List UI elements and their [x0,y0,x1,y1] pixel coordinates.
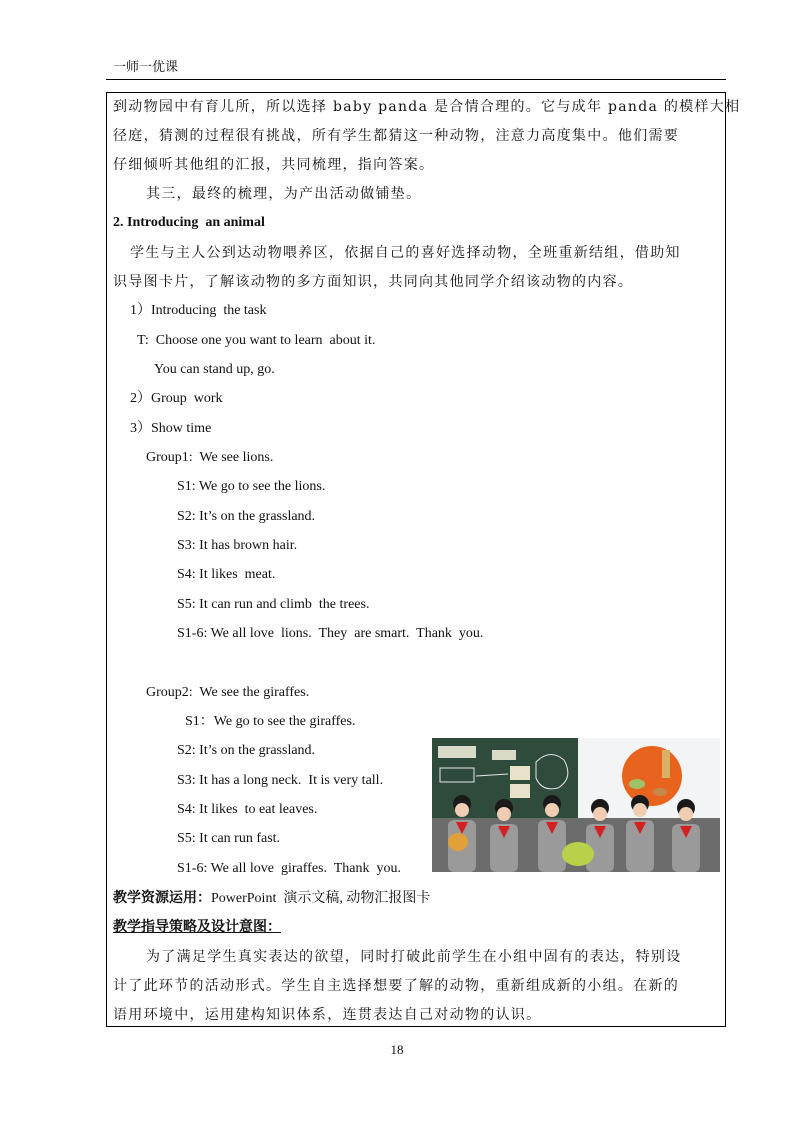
step-item: 3）Show time [130,421,212,436]
dialogue-line: S3: It has a long neck. It is very tall. [177,773,384,788]
dialogue-line: S1-6: We all love lions. They are smart. Thank you. [177,626,484,641]
intro-line: 识导图卡片，了解该动物的多方面知识，共同向其他同学介绍该动物的内容。 [113,274,634,290]
header-divider [106,79,726,80]
dialogue-line: S2: It’s on the grassland. [177,743,316,758]
dialogue-line: S2: It’s on the grassland. [177,509,316,524]
group-title: Group2: We see the giraffes. [146,685,310,700]
group-title: Group1: We see lions. [146,450,274,465]
dialogue-line: S5: It can run and climb the trees. [177,597,370,612]
strategy-line: 为了满足学生真实表达的欲望，同时打破此前学生在小组中固有的表达，特别设 [146,949,682,965]
step-item: 1）Introducing the task [130,303,267,318]
dialogue-line: S1: We go to see the lions. [177,479,326,494]
classroom-photo-drawing [432,738,720,872]
paragraph-line: 其三，最终的梳理，为产出活动做铺垫。 [146,186,422,202]
resources-value: PowerPoint 演示文稿, 动物汇报图卡 [211,891,431,906]
section-heading: 2. Introducing an animal [113,215,265,230]
page-header: 一师一优课 [113,60,179,75]
step-item: 2）Group work [130,391,223,406]
dialogue-line: S1：We go to see the giraffes. [185,714,356,729]
dialogue-line: S4: It likes meat. [177,567,276,582]
teacher-line: T: Choose one you want to learn about it. [137,333,376,348]
paragraph-line: 径庭，猜测的过程很有挑战，所有学生都猜这一种动物，注意力高度集中。他们需要 [113,128,680,144]
dialogue-line: S3: It has brown hair. [177,538,298,553]
intro-line: 学生与主人公到达动物喂养区，依据自己的喜好选择动物，全班重新结组，借助知 [130,245,681,261]
resources-line [113,889,430,908]
strategy-heading: 教学指导策略及设计意图： [113,919,281,935]
teacher-line: You can stand up, go. [154,362,275,377]
dialogue-line: S4: It likes to eat leaves. [177,802,318,817]
classroom-photo [432,738,720,872]
content-frame [106,92,726,1027]
dialogue-line: S5: It can run fast. [177,831,281,846]
resources-label: 教学资源运用： [113,890,211,906]
paragraph-line: 仔细倾听其他组的汇报，共同梳理，指向答案。 [113,157,435,173]
strategy-line: 语用环境中，运用建构知识体系，连贯表达自己对动物的认识。 [113,1007,542,1023]
dialogue-line: S1-6: We all love giraffes. Thank you. [177,861,401,876]
strategy-line: 计了此环节的活动形式。学生自主选择想要了解的动物，重新组成新的小组。在新的 [113,978,680,994]
page-number: 18 [390,1042,404,1057]
paragraph-line: 到动物园中有育儿所，所以选择 baby panda 是合情合理的。它与成年 panda 的模样大相 [113,99,741,115]
